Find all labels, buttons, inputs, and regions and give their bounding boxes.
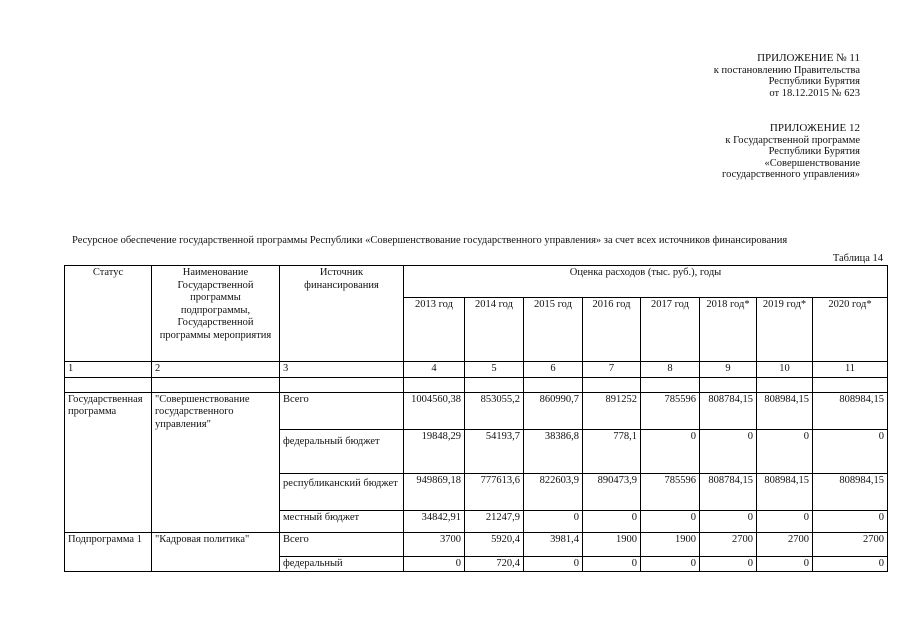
table-row xyxy=(65,392,888,429)
header-status: Статус xyxy=(65,266,152,362)
row-value: 785596 xyxy=(641,473,700,510)
row-source: Всего xyxy=(280,532,404,556)
document-title: Ресурсное обеспечение государственной программы Республики «Совершенствование государственного управления» за счет всех источников финансирования xyxy=(72,235,788,246)
column-number: 3 xyxy=(280,362,404,378)
row-source: республиканский бюджет xyxy=(280,473,404,510)
row-value: 1900 xyxy=(641,532,700,556)
header-year: 2017 год xyxy=(641,298,700,362)
row-value: 21247,9 xyxy=(465,510,524,532)
row-value: 2700 xyxy=(757,532,813,556)
row-value: 808984,15 xyxy=(757,473,813,510)
row-value: 1900 xyxy=(583,532,641,556)
row-source: Всего xyxy=(280,392,404,429)
row-value: 54193,7 xyxy=(465,429,524,473)
row-source: федеральный xyxy=(280,556,404,572)
row-value: 0 xyxy=(524,556,583,572)
row-value: 0 xyxy=(583,556,641,572)
row-value: 19848,29 xyxy=(404,429,465,473)
attachment-12-block xyxy=(722,123,860,181)
row-value: 0 xyxy=(404,556,465,572)
row-value: 0 xyxy=(700,556,757,572)
row-value: 0 xyxy=(641,429,700,473)
row-name: "Совершенствование государственного управления" xyxy=(152,392,280,532)
row-value: 3981,4 xyxy=(524,532,583,556)
attachment-11-block xyxy=(714,53,860,99)
row-value: 0 xyxy=(524,510,583,532)
header-year: 2013 год xyxy=(404,298,465,362)
attachment-12-line: «Совершенствование xyxy=(764,157,860,169)
header-year: 2020 год* xyxy=(813,298,888,362)
column-number: 4 xyxy=(404,362,465,378)
table-row xyxy=(65,532,888,556)
row-value: 808984,15 xyxy=(813,392,888,429)
row-value: 2700 xyxy=(700,532,757,556)
row-value: 0 xyxy=(700,429,757,473)
attachment-12-line: к Государственной программе xyxy=(725,134,860,146)
header-year: 2014 год xyxy=(465,298,524,362)
column-number: 1 xyxy=(65,362,152,378)
row-value: 808984,15 xyxy=(757,392,813,429)
row-value: 1004560,38 xyxy=(404,392,465,429)
attachment-12-title: ПРИЛОЖЕНИЕ 12 xyxy=(769,122,860,134)
row-value: 0 xyxy=(813,556,888,572)
row-value: 34842,91 xyxy=(404,510,465,532)
header-estimate: Оценка расходов (тыс. руб.), годы xyxy=(404,266,888,298)
column-number: 9 xyxy=(700,362,757,378)
header-year: 2015 год xyxy=(524,298,583,362)
row-source: федеральный бюджет xyxy=(280,429,404,473)
column-number: 2 xyxy=(152,362,280,378)
column-number: 7 xyxy=(583,362,641,378)
attachment-11-line: от 18.12.2015 № 623 xyxy=(769,87,860,99)
table-label: Таблица 14 xyxy=(832,253,883,264)
row-value: 778,1 xyxy=(583,429,641,473)
row-value: 5920,4 xyxy=(465,532,524,556)
column-number: 11 xyxy=(813,362,888,378)
row-value: 0 xyxy=(641,556,700,572)
row-value: 0 xyxy=(583,510,641,532)
row-value: 808784,15 xyxy=(700,392,757,429)
row-value: 0 xyxy=(757,556,813,572)
row-value: 0 xyxy=(700,510,757,532)
row-value: 890473,9 xyxy=(583,473,641,510)
row-value: 38386,8 xyxy=(524,429,583,473)
row-name: "Кадровая политика" xyxy=(152,532,280,572)
column-number: 5 xyxy=(465,362,524,378)
row-value: 808784,15 xyxy=(700,473,757,510)
header-year: 2018 год* xyxy=(700,298,757,362)
row-value: 777613,6 xyxy=(465,473,524,510)
row-value: 853055,2 xyxy=(465,392,524,429)
column-number: 8 xyxy=(641,362,700,378)
column-number: 10 xyxy=(757,362,813,378)
row-value: 860990,7 xyxy=(524,392,583,429)
row-source: местный бюджет xyxy=(280,510,404,532)
resource-table xyxy=(64,265,888,572)
row-value: 720,4 xyxy=(465,556,524,572)
attachment-12-line: Республики Бурятия xyxy=(768,146,860,157)
row-value: 0 xyxy=(641,510,700,532)
row-value: 0 xyxy=(813,510,888,532)
row-value: 891252 xyxy=(583,392,641,429)
column-number: 6 xyxy=(524,362,583,378)
row-value: 0 xyxy=(813,429,888,473)
row-value: 3700 xyxy=(404,532,465,556)
header-source: Источник финансирования xyxy=(280,266,404,362)
attachment-12-line: государственного управления» xyxy=(722,169,860,180)
row-value: 0 xyxy=(757,429,813,473)
row-value: 808984,15 xyxy=(813,473,888,510)
attachment-11-line: Республики Бурятия xyxy=(768,76,860,87)
header-name: Наименование Государственной программы подпрограммы, Государственной программы мероприятия xyxy=(152,266,280,362)
row-value: 2700 xyxy=(813,532,888,556)
header-row xyxy=(65,266,888,298)
header-year: 2016 год xyxy=(583,298,641,362)
spacer-row xyxy=(65,377,888,392)
column-number-row xyxy=(65,362,888,378)
row-value: 822603,9 xyxy=(524,473,583,510)
attachment-11-title: ПРИЛОЖЕНИЕ № 11 xyxy=(757,52,860,64)
row-value: 0 xyxy=(757,510,813,532)
row-value: 949869,18 xyxy=(404,473,465,510)
attachment-11-line: к постановлению Правительства xyxy=(713,64,860,76)
row-status: Государственная программа xyxy=(65,392,152,429)
row-status: Подпрограмма 1 xyxy=(65,532,152,572)
header-year: 2019 год* xyxy=(757,298,813,362)
row-value: 785596 xyxy=(641,392,700,429)
